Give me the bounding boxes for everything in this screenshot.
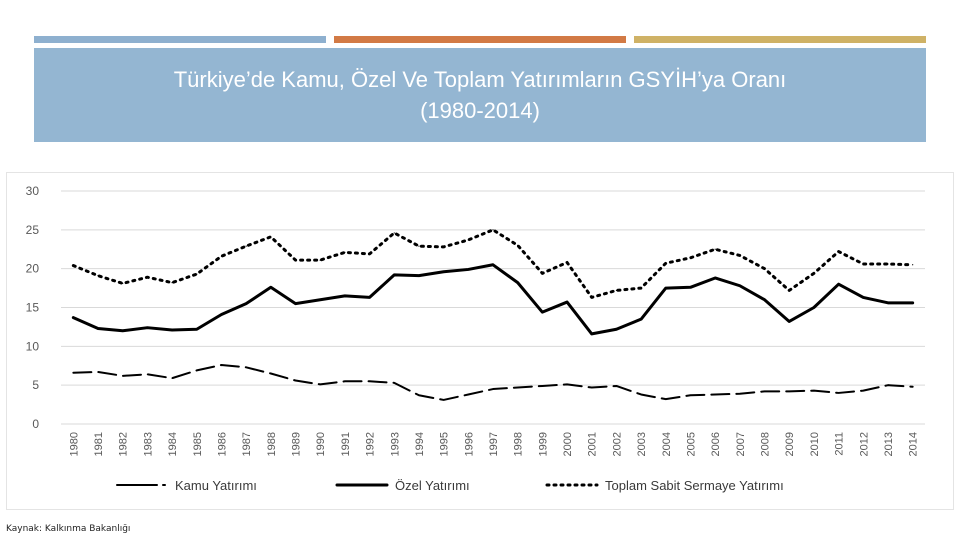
x-tick-label: 1982 bbox=[117, 432, 130, 457]
x-tick-label: 1991 bbox=[339, 432, 352, 457]
legend-label: Toplam Sabit Sermaye Yatırımı bbox=[605, 478, 784, 493]
x-tick-label: 2013 bbox=[882, 432, 895, 457]
data-point bbox=[813, 390, 814, 391]
x-tick-label: 2014 bbox=[907, 432, 920, 457]
x-tick-label: 1997 bbox=[488, 432, 500, 457]
data-point bbox=[616, 290, 617, 291]
data-point bbox=[838, 392, 839, 393]
source-note: Kaynak: Kalkınma Bakanlığı bbox=[6, 524, 131, 534]
accent-bar-gold bbox=[634, 36, 926, 43]
data-point bbox=[443, 271, 444, 272]
data-point bbox=[270, 373, 271, 374]
data-point bbox=[665, 399, 666, 400]
data-point bbox=[394, 232, 395, 233]
x-tick-label: 1989 bbox=[290, 432, 303, 457]
data-point bbox=[739, 255, 740, 256]
slide-title bbox=[34, 48, 926, 142]
data-point bbox=[73, 265, 74, 266]
data-point bbox=[492, 388, 493, 389]
data-point bbox=[739, 285, 740, 286]
x-tick-label: 2009 bbox=[784, 432, 797, 457]
data-point bbox=[295, 380, 296, 381]
x-tick-label: 2010 bbox=[808, 432, 821, 457]
data-point bbox=[246, 303, 247, 304]
data-point bbox=[665, 263, 666, 264]
x-tick-label: 2012 bbox=[858, 432, 871, 457]
data-point bbox=[246, 367, 247, 368]
y-tick-label: 0 bbox=[32, 417, 39, 431]
data-point bbox=[789, 290, 790, 291]
data-point bbox=[468, 394, 469, 395]
x-tick-label: 1985 bbox=[191, 432, 204, 457]
data-point bbox=[813, 307, 814, 308]
y-tick-label: 25 bbox=[25, 222, 39, 237]
data-point bbox=[542, 385, 543, 386]
data-point bbox=[912, 264, 913, 265]
x-tick-label: 2001 bbox=[586, 432, 599, 457]
data-point bbox=[616, 329, 617, 330]
x-tick-label: 1988 bbox=[265, 432, 278, 457]
legend-label: Kamu Yatırımı bbox=[175, 478, 257, 493]
data-point bbox=[739, 393, 740, 394]
line-chart bbox=[7, 173, 953, 509]
data-point bbox=[764, 268, 765, 269]
data-point bbox=[73, 317, 74, 318]
data-point bbox=[715, 394, 716, 395]
accent-bar-orange bbox=[334, 36, 626, 43]
x-tick-label: 2007 bbox=[734, 432, 747, 457]
data-point bbox=[566, 262, 567, 263]
data-point bbox=[468, 269, 469, 270]
x-tick-label: 1980 bbox=[68, 432, 81, 457]
data-point bbox=[715, 249, 716, 250]
data-point bbox=[887, 385, 888, 386]
y-tick-label: 5 bbox=[32, 378, 39, 393]
data-point bbox=[295, 303, 296, 304]
data-point bbox=[418, 246, 419, 247]
x-tick-label: 2002 bbox=[611, 432, 624, 457]
data-point bbox=[196, 329, 197, 330]
data-point bbox=[221, 314, 222, 315]
data-point bbox=[591, 333, 592, 334]
data-point bbox=[838, 284, 839, 285]
data-point bbox=[887, 302, 888, 303]
data-point bbox=[591, 297, 592, 298]
data-point bbox=[517, 282, 518, 283]
data-point bbox=[542, 312, 543, 313]
data-point bbox=[320, 384, 321, 385]
x-tick-label: 2004 bbox=[660, 432, 673, 457]
data-point bbox=[616, 385, 617, 386]
data-point bbox=[246, 246, 247, 247]
data-point bbox=[789, 391, 790, 392]
data-point bbox=[641, 319, 642, 320]
x-tick-label: 1993 bbox=[389, 432, 402, 457]
data-point bbox=[418, 395, 419, 396]
data-point bbox=[196, 274, 197, 275]
data-point bbox=[517, 245, 518, 246]
data-point bbox=[122, 330, 123, 331]
data-point bbox=[147, 327, 148, 328]
x-tick-label: 1990 bbox=[315, 432, 328, 457]
data-point bbox=[344, 381, 345, 382]
data-point bbox=[344, 295, 345, 296]
x-tick-label: 2000 bbox=[562, 432, 575, 457]
data-point bbox=[641, 394, 642, 395]
data-point bbox=[863, 297, 864, 298]
data-point bbox=[122, 283, 123, 284]
x-tick-label: 1984 bbox=[167, 432, 180, 457]
x-tick-label: 2008 bbox=[759, 432, 772, 457]
series-line-0 bbox=[73, 365, 912, 400]
x-tick-label: 1999 bbox=[537, 432, 550, 457]
data-point bbox=[838, 251, 839, 252]
data-point bbox=[320, 299, 321, 300]
x-tick-label: 2005 bbox=[685, 432, 698, 457]
x-tick-label: 1996 bbox=[463, 432, 476, 457]
data-point bbox=[542, 273, 543, 274]
data-point bbox=[764, 299, 765, 300]
data-point bbox=[863, 263, 864, 264]
data-point bbox=[492, 229, 493, 230]
data-point bbox=[344, 252, 345, 253]
data-point bbox=[566, 301, 567, 302]
x-tick-label: 2003 bbox=[636, 432, 649, 457]
x-tick-label: 1995 bbox=[438, 432, 451, 457]
data-point bbox=[566, 384, 567, 385]
data-point bbox=[641, 287, 642, 288]
data-point bbox=[665, 287, 666, 288]
chart-frame bbox=[6, 172, 954, 510]
accent-bar-blue bbox=[34, 36, 326, 43]
x-tick-label: 1994 bbox=[413, 432, 426, 457]
x-tick-label: 1987 bbox=[241, 432, 254, 457]
data-point bbox=[443, 246, 444, 247]
data-point bbox=[789, 321, 790, 322]
data-point bbox=[147, 277, 148, 278]
data-point bbox=[196, 370, 197, 371]
data-point bbox=[517, 387, 518, 388]
slide-title-line1: Türkiye’de Kamu, Özel Ve Toplam Yatırımların GSYİH’ya Oranı bbox=[173, 67, 787, 92]
data-point bbox=[171, 329, 172, 330]
data-point bbox=[221, 364, 222, 365]
slide-title-line2: (1980-2014) bbox=[420, 98, 540, 123]
y-tick-label: 20 bbox=[25, 261, 39, 276]
data-point bbox=[813, 273, 814, 274]
data-point bbox=[690, 287, 691, 288]
data-point bbox=[171, 282, 172, 283]
data-point bbox=[418, 275, 419, 276]
data-point bbox=[171, 378, 172, 379]
data-point bbox=[369, 253, 370, 254]
data-point bbox=[394, 382, 395, 383]
data-point bbox=[443, 399, 444, 400]
data-point bbox=[97, 328, 98, 329]
legend-label: Özel Yatırımı bbox=[395, 478, 470, 493]
x-tick-label: 2011 bbox=[833, 432, 846, 456]
data-point bbox=[320, 260, 321, 261]
data-point bbox=[369, 297, 370, 298]
data-point bbox=[295, 260, 296, 261]
x-tick-label: 2006 bbox=[710, 432, 723, 457]
y-tick-label: 15 bbox=[25, 300, 39, 315]
y-tick-label: 10 bbox=[25, 339, 39, 354]
data-point bbox=[715, 277, 716, 278]
data-point bbox=[122, 375, 123, 376]
data-point bbox=[492, 264, 493, 265]
x-tick-label: 1998 bbox=[512, 432, 525, 457]
x-tick-label: 1986 bbox=[216, 432, 229, 457]
data-point bbox=[97, 275, 98, 276]
data-point bbox=[270, 287, 271, 288]
data-point bbox=[97, 371, 98, 372]
data-point bbox=[369, 381, 370, 382]
data-point bbox=[764, 391, 765, 392]
data-point bbox=[912, 386, 913, 387]
data-point bbox=[887, 263, 888, 264]
x-tick-label: 1981 bbox=[93, 432, 106, 457]
data-point bbox=[270, 236, 271, 237]
data-point bbox=[863, 390, 864, 391]
data-point bbox=[690, 257, 691, 258]
data-point bbox=[912, 302, 913, 303]
data-point bbox=[147, 374, 148, 375]
data-point bbox=[394, 274, 395, 275]
data-point bbox=[591, 387, 592, 388]
data-point bbox=[73, 372, 74, 373]
series-line-1 bbox=[73, 265, 912, 334]
data-point bbox=[221, 256, 222, 257]
x-tick-label: 1992 bbox=[364, 432, 377, 457]
x-tick-label: 1983 bbox=[142, 432, 155, 457]
data-point bbox=[468, 239, 469, 240]
data-point bbox=[690, 395, 691, 396]
y-tick-label: 30 bbox=[25, 184, 39, 198]
